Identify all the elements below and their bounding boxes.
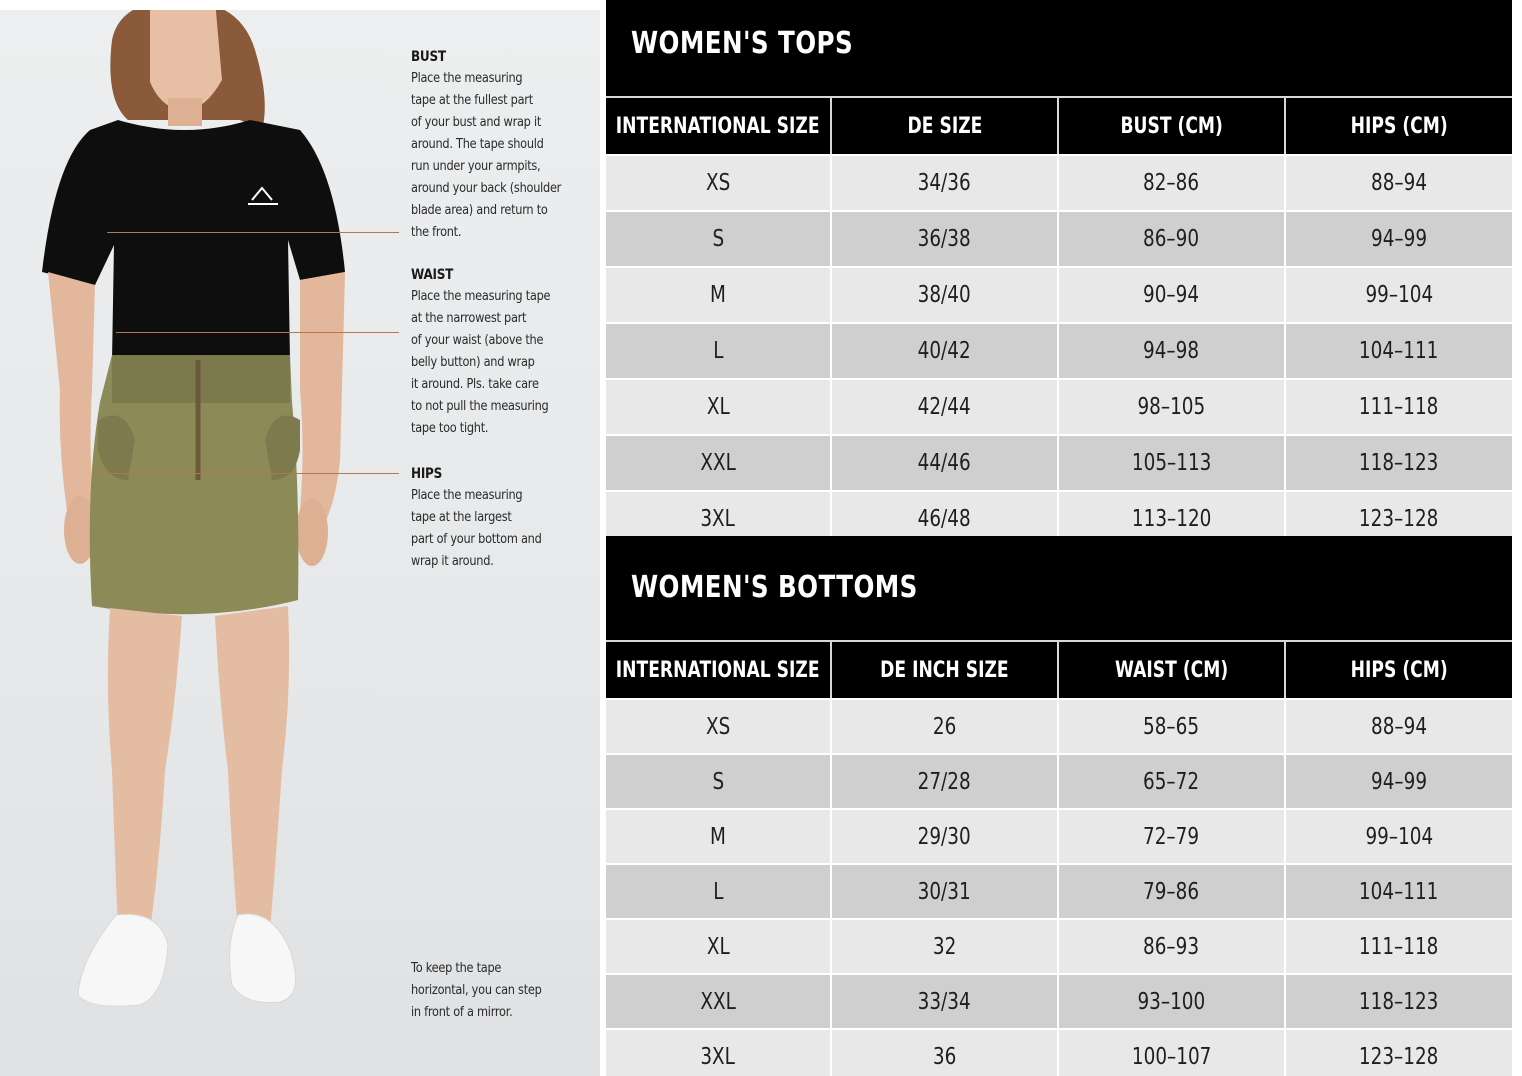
bust-line: the front. [411,225,462,240]
table-cell: S [606,753,830,808]
tops-table [606,0,1512,546]
waist-guide-line [116,332,399,333]
table-cell: 123–128 [1284,490,1512,546]
waist-line: of your waist (above the [411,333,544,348]
tops-title-bar [606,0,1512,96]
table-cell: XXL [606,434,830,490]
table-cell: 104–111 [1284,322,1512,378]
table-cell: 118–123 [1284,434,1512,490]
table-cell: 44/46 [830,434,1057,490]
measuring-guide-panel [0,10,600,1076]
table-cell: 88–94 [1284,154,1512,210]
table-cell: 118–123 [1284,973,1512,1028]
tip-line: in front of a mirror. [411,1005,513,1020]
bottoms-title: WOMEN'S BOTTOMS [631,570,918,605]
table-cell: 104–111 [1284,863,1512,918]
table-cell: 36/38 [830,210,1057,266]
bottoms-title-bar [606,536,1512,640]
tops-header-cell: DE SIZE [830,98,1057,154]
table-cell: 27/28 [830,753,1057,808]
bust-instructions [411,46,587,244]
table-cell: 90–94 [1057,266,1284,322]
table-cell: XS [606,154,830,210]
mirror-tip [411,958,587,1024]
table-cell: XS [606,698,830,753]
table-cell: 34/36 [830,154,1057,210]
waist-instructions [411,264,587,440]
bust-guide-line [107,232,399,233]
table-cell: 79–86 [1057,863,1284,918]
table-cell: 42/44 [830,378,1057,434]
waist-line: tape too tight. [411,421,489,436]
table-cell: 100–107 [1057,1028,1284,1076]
bottoms-table [606,536,1512,1076]
table-cell: 32 [830,918,1057,973]
bottoms-header-cell: WAIST (CM) [1057,642,1284,698]
table-cell: 72–79 [1057,808,1284,863]
waist-line: at the narrowest part [411,311,527,326]
table-cell: 111–118 [1284,918,1512,973]
model-photo [0,10,400,1076]
table-cell: 99–104 [1284,808,1512,863]
hips-line: Place the measuring [411,488,523,503]
table-cell: 86–93 [1057,918,1284,973]
table-cell: XL [606,918,830,973]
waist-line: to not pull the measuring [411,399,549,414]
table-cell: 33/34 [830,973,1057,1028]
table-cell: 99–104 [1284,266,1512,322]
table-cell: 86–90 [1057,210,1284,266]
bust-line: tape at the fullest part [411,93,533,108]
table-cell: 65–72 [1057,753,1284,808]
table-cell: 36 [830,1028,1057,1076]
table-cell: 3XL [606,1028,830,1076]
table-cell: 123–128 [1284,1028,1512,1076]
tops-header-cell: INTERNATIONAL SIZE [606,98,830,154]
table-cell: 94–98 [1057,322,1284,378]
tops-header-cell: HIPS (CM) [1284,98,1512,154]
waist-line: it around. Pls. take care [411,377,539,392]
table-cell: 26 [830,698,1057,753]
table-cell: 82–86 [1057,154,1284,210]
table-cell: 111–118 [1284,378,1512,434]
hips-title: HIPS [411,466,443,482]
bust-line: blade area) and return to [411,203,548,218]
waist-line: Place the measuring tape [411,289,551,304]
bottoms-header-cell: DE INCH SIZE [830,642,1057,698]
table-cell: 105–113 [1057,434,1284,490]
hips-line: wrap it around. [411,554,494,569]
table-cell: 46/48 [830,490,1057,546]
table-cell: M [606,808,830,863]
table-cell: L [606,322,830,378]
tops-title: WOMEN'S TOPS [631,26,854,61]
table-cell: 30/31 [830,863,1057,918]
tip-line: horizontal, you can step [411,983,542,998]
tip-line: To keep the tape [411,961,502,976]
size-tables [606,0,1512,1076]
bust-line: Place the measuring [411,71,523,86]
bottoms-grid [606,640,1512,1076]
table-cell: S [606,210,830,266]
table-cell: XL [606,378,830,434]
bottoms-header-cell: INTERNATIONAL SIZE [606,642,830,698]
bust-title: BUST [411,49,446,65]
table-cell: 58–65 [1057,698,1284,753]
waist-title: WAIST [411,267,454,283]
hips-instructions [411,463,587,573]
tops-grid [606,96,1512,546]
bust-line: of your bust and wrap it [411,115,542,130]
table-cell: 29/30 [830,808,1057,863]
table-cell: XXL [606,973,830,1028]
table-cell: M [606,266,830,322]
table-cell: 3XL [606,490,830,546]
bust-line: around. The tape should [411,137,544,152]
hips-guide-line [100,473,399,474]
bust-line: run under your armpits, [411,159,541,174]
bottoms-header-cell: HIPS (CM) [1284,642,1512,698]
table-cell: 88–94 [1284,698,1512,753]
table-cell: L [606,863,830,918]
table-cell: 94–99 [1284,210,1512,266]
hips-line: part of your bottom and [411,532,542,547]
table-cell: 94–99 [1284,753,1512,808]
table-cell: 93–100 [1057,973,1284,1028]
table-cell: 40/42 [830,322,1057,378]
table-cell: 38/40 [830,266,1057,322]
waist-line: belly button) and wrap [411,355,535,370]
tops-header-cell: BUST (CM) [1057,98,1284,154]
table-cell: 98–105 [1057,378,1284,434]
hips-line: tape at the largest [411,510,512,525]
table-cell: 113–120 [1057,490,1284,546]
bust-line: around your back (shoulder [411,181,562,196]
